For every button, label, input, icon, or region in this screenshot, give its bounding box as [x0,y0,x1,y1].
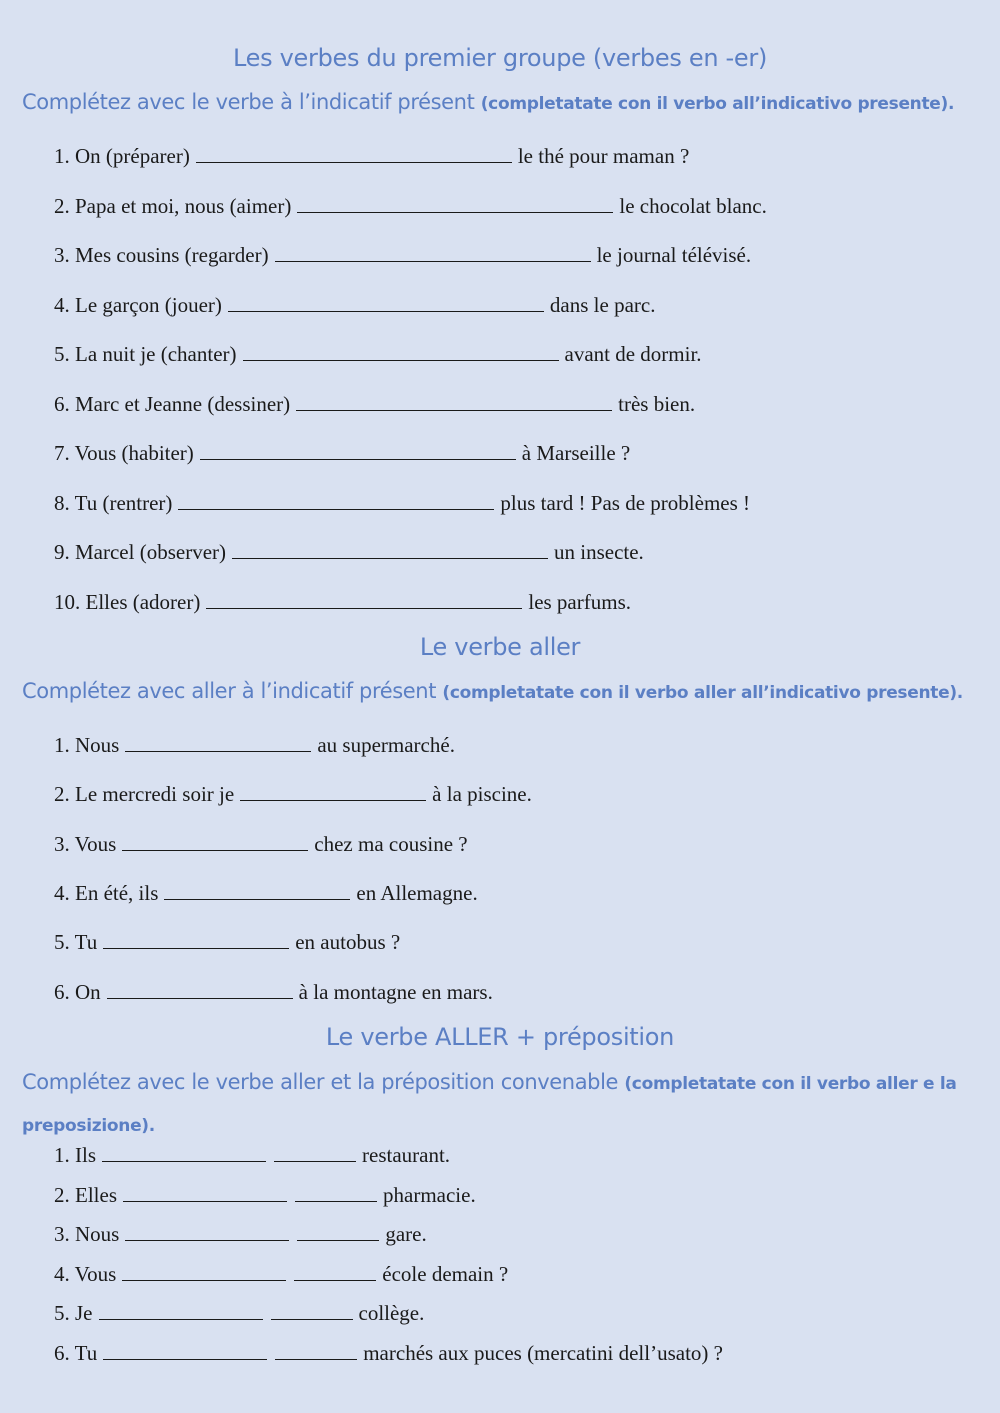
item-prompt: En été, ils [75,880,159,905]
section2-instruction [22,671,982,713]
exercise-item [54,880,478,906]
item-number: 3. [54,831,70,856]
exercise-item [54,979,493,1005]
exercise-item [54,589,631,615]
item-completion: le chocolat blanc. [619,193,767,218]
answer-blank[interactable] [103,930,289,949]
answer-blank[interactable] [296,392,612,411]
item-completion: en Allemagne. [356,880,478,905]
item-completion: les parfums. [528,589,632,614]
exercise-item [54,341,702,367]
answer-blank[interactable] [274,1143,356,1162]
answer-blank[interactable] [122,1262,286,1281]
answer-blank[interactable] [122,832,308,851]
answer-blank[interactable] [178,491,494,510]
answer-blank[interactable] [294,1262,376,1281]
exercise-item [54,1182,476,1208]
item-completion: très bien. [618,391,696,416]
item-completion: plus tard ! Pas de problèmes ! [500,490,751,515]
exercise-item [54,1142,450,1168]
exercise-item [54,781,532,807]
item-number: 2. [54,782,70,807]
item-prompt: Nous [75,733,120,757]
item-prompt: Nous [75,1222,120,1246]
section1-title: Les verbes du premier groupe (verbes en -er) [232,44,768,72]
section2-instruction-it: (completatate con il verbo aller all’indicativo presente). [442,683,963,703]
item-prompt: Tu (rentrer) [74,490,173,515]
section3-title: Le verbe ALLER + préposition [325,1023,675,1051]
item-number: 5. [54,1301,70,1325]
item-number: 10. [54,589,81,614]
item-number: 6. [54,1340,70,1365]
answer-blank[interactable] [297,1222,379,1241]
item-completion: avant de dormir. [564,342,702,366]
item-number: 7. [54,441,70,465]
section1-instruction-it: (completatate con il verbo all’indicativo presente). [480,94,955,114]
item-prompt: On (préparer) [75,144,190,168]
exercise-item [54,1300,424,1326]
answer-blank[interactable] [123,1183,287,1202]
exercise-item [54,292,655,318]
item-prompt: Vous (habiter) [74,441,194,465]
item-prompt: Elles [75,1182,117,1207]
item-completion: à la piscine. [432,782,532,807]
item-number: 4. [54,1261,70,1286]
item-number: 2. [54,1182,70,1207]
answer-blank[interactable] [240,782,426,801]
answer-blank[interactable] [200,441,516,460]
item-prompt: Tu [74,930,98,955]
exercise-item [54,391,695,417]
answer-blank[interactable] [107,980,293,999]
item-prompt: Le mercredi soir je [75,782,235,807]
exercise-item [54,490,750,516]
item-number: 6. [54,391,70,416]
section1-instruction [22,82,982,124]
item-number: 5. [54,342,70,366]
item-completion: école demain ? [382,1261,509,1286]
answer-blank[interactable] [102,1143,266,1162]
section2-title: Le verbe aller [419,633,581,661]
answer-blank[interactable] [206,590,522,609]
item-completion: dans le parc. [549,292,656,317]
exercise-item [54,143,689,169]
answer-blank[interactable] [196,144,512,163]
item-number: 1. [54,1143,70,1167]
item-prompt: Elles (adorer) [85,589,201,614]
item-number: 3. [54,1222,70,1246]
item-prompt: Marc et Jeanne (dessiner) [75,391,291,416]
answer-blank[interactable] [275,1341,357,1360]
answer-blank[interactable] [164,881,350,900]
exercise-item [54,831,468,857]
section3-instruction [22,1062,982,1146]
item-completion: le journal télévisé. [596,243,752,267]
item-number: 4. [54,292,70,317]
item-completion: un insecte. [554,540,644,564]
item-prompt: Vous [74,831,117,856]
exercise-item [54,1221,427,1247]
item-prompt: Marcel (observer) [75,540,226,564]
item-prompt: Mes cousins (regarder) [75,243,269,267]
item-completion: pharmacie. [383,1182,476,1207]
item-prompt: Tu [74,1340,98,1365]
exercise-item [54,1261,508,1287]
exercise-item [54,732,455,758]
item-prompt: Papa et moi, nous (aimer) [75,193,292,218]
answer-blank[interactable] [99,1301,263,1320]
answer-blank[interactable] [228,293,544,312]
answer-blank[interactable] [125,733,311,752]
section1-instruction-fr: Complétez avec le verbe à l’indicatif présent [22,90,475,114]
item-prompt: Ils [75,1143,96,1167]
item-prompt: La nuit je (chanter) [75,342,237,366]
item-completion: collège. [358,1301,425,1325]
item-completion: restaurant. [362,1143,451,1167]
item-completion: gare. [385,1222,427,1246]
item-prompt: On [75,979,101,1004]
item-completion: au supermarché. [317,733,455,757]
exercise-item [54,1340,723,1366]
exercise-item [54,242,751,268]
item-number: 8. [54,490,70,515]
item-number: 1. [54,733,70,757]
answer-blank[interactable] [297,194,613,213]
item-number: 1. [54,144,70,168]
item-number: 3. [54,243,70,267]
item-completion: chez ma cousine ? [314,831,468,856]
exercise-item [54,539,644,565]
item-prompt: Je [75,1301,93,1325]
item-number: 6. [54,979,70,1004]
answer-blank[interactable] [295,1183,377,1202]
answer-blank[interactable] [232,540,548,559]
answer-blank[interactable] [243,342,559,361]
answer-blank[interactable] [275,243,591,262]
section2-instruction-fr: Complétez avec aller à l’indicatif présent [22,679,437,703]
section3-instruction-fr: Complétez avec le verbe aller et la préposition convenable [22,1070,619,1094]
item-completion: à Marseille ? [521,441,631,465]
item-number: 5. [54,930,70,955]
item-prompt: Le garçon (jouer) [75,292,222,317]
item-completion: marchés aux puces (mercatini dell’usato) ? [363,1340,723,1365]
answer-blank[interactable] [103,1341,267,1360]
item-completion: à la montagne en mars. [298,979,493,1004]
item-number: 4. [54,880,70,905]
exercise-item [54,193,767,219]
answer-blank[interactable] [125,1222,289,1241]
item-number: 9. [54,540,70,564]
item-prompt: Vous [74,1261,117,1286]
exercise-item [54,929,400,955]
item-completion: le thé pour maman ? [517,144,690,168]
answer-blank[interactable] [271,1301,353,1320]
section3-instruction-it: (completatate con il verbo aller e la preposizione). [22,1074,957,1136]
item-completion: en autobus ? [295,930,401,955]
item-number: 2. [54,193,70,218]
exercise-item [54,440,630,466]
